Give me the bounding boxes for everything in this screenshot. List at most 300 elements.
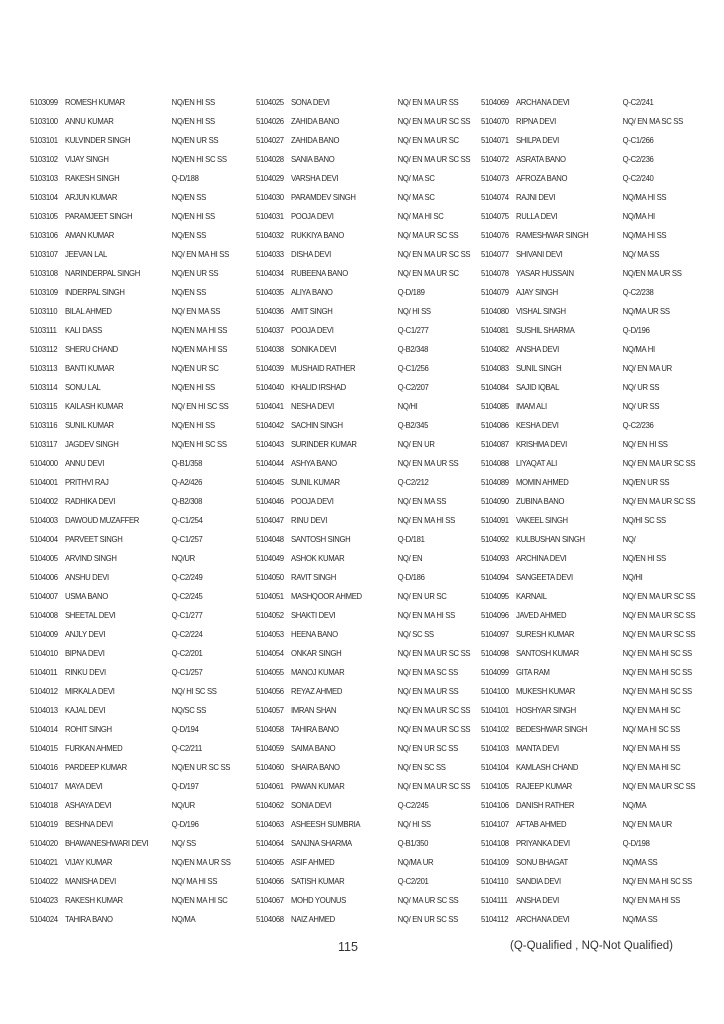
roll-number: 5103107 [30, 248, 58, 259]
result-status: NQ/ EN MA HI SC SS [622, 666, 692, 677]
roll-number: 5104076 [481, 229, 509, 240]
candidate-name: FURKAN AHMED [64, 742, 123, 753]
candidate-name: ANSHA DEVI [515, 343, 559, 354]
result-status: NQ/UR [171, 552, 195, 563]
table-row [30, 795, 245, 814]
table-row [30, 643, 245, 662]
candidate-name: NARINDERPAL SINGH [64, 267, 140, 278]
table-row [256, 795, 471, 814]
roll-number: 5104061 [256, 780, 284, 791]
roll-number: 5103114 [30, 381, 58, 392]
candidate-name: ZAHIDA BANO [290, 134, 340, 145]
roll-number: 5103108 [30, 267, 58, 278]
roll-number: 5104092 [481, 533, 509, 544]
result-status: Q-D/186 [397, 571, 425, 582]
roll-number: 5104020 [30, 837, 58, 848]
result-status: NQ/ EN MA HI SS [622, 894, 680, 905]
table-row [481, 776, 696, 795]
candidate-name: AFTAB AHMED [515, 818, 567, 829]
table-row [30, 244, 245, 263]
candidate-name: SUSHIL SHARMA [515, 324, 575, 335]
candidate-name: VARSHA DEVI [290, 172, 339, 183]
roll-number: 5104102 [481, 723, 509, 734]
table-row [256, 586, 471, 605]
table-row [30, 700, 245, 719]
table-row [481, 472, 696, 491]
table-row [256, 757, 471, 776]
table-row [30, 111, 245, 130]
candidate-name: ASHEESH SUMBRIA [290, 818, 361, 829]
candidate-name: SURESH KUMAR [515, 628, 575, 639]
roll-number: 5103103 [30, 172, 58, 183]
results-column-2 [256, 92, 490, 928]
table-row [256, 624, 471, 643]
table-row [256, 149, 471, 168]
result-status: NQ/EN MA UR SS [171, 856, 231, 867]
candidate-name: SUNIL KUMAR [64, 419, 114, 430]
candidate-name: ASHYA BANO [290, 457, 337, 468]
candidate-name: BESHNA DEVI [64, 818, 113, 829]
candidate-name: RAVIT SINGH [290, 571, 336, 582]
table-row [30, 206, 245, 225]
result-status: NQ/ [622, 533, 636, 544]
table-row [30, 814, 245, 833]
table-row [481, 491, 696, 510]
result-status: NQ/EN UR SC SS [171, 761, 231, 772]
result-status: Q-D/198 [622, 837, 650, 848]
result-status: NQ/ EN MA UR SC SS [622, 495, 696, 506]
result-status: NQ/EN UR SC [171, 362, 219, 373]
table-row [30, 225, 245, 244]
table-row [30, 358, 245, 377]
table-row [256, 301, 471, 320]
result-status: Q-C1/277 [397, 324, 429, 335]
roll-number: 5103115 [30, 400, 58, 411]
roll-number: 5104021 [30, 856, 58, 867]
result-status: Q-B2/308 [171, 495, 203, 506]
candidate-name: ASRATA BANO [515, 153, 566, 164]
roll-number: 5103099 [30, 96, 58, 107]
roll-number: 5104101 [481, 704, 509, 715]
candidate-name: SANIA BANO [290, 153, 335, 164]
table-row [256, 700, 471, 719]
roll-number: 5104104 [481, 761, 509, 772]
result-status: Q-C2/240 [622, 172, 654, 183]
roll-number: 5104068 [256, 913, 284, 924]
result-status: NQ/ EN MA UR SC SS [622, 457, 696, 468]
candidate-name: ASHAYA DEVI [64, 799, 112, 810]
table-row [481, 529, 696, 548]
table-row [30, 301, 245, 320]
table-row [256, 415, 471, 434]
table-row [481, 852, 696, 871]
table-row [30, 377, 245, 396]
roll-number: 5104035 [256, 286, 284, 297]
roll-number: 5104087 [481, 438, 509, 449]
table-row [481, 339, 696, 358]
result-status: Q-C2/238 [622, 286, 654, 297]
candidate-name: ZUBINA BANO [515, 495, 565, 506]
candidate-name: NAIZ AHMED [290, 913, 335, 924]
candidate-name: SANDIA DEVI [515, 875, 561, 886]
table-row [481, 149, 696, 168]
table-row [256, 871, 471, 890]
table-row [30, 567, 245, 586]
candidate-name: IMRAN SHAN [290, 704, 337, 715]
roll-number: 5104009 [30, 628, 58, 639]
roll-number: 5104018 [30, 799, 58, 810]
roll-number: 5104083 [481, 362, 509, 373]
result-status: NQ/ EN HI SS [622, 438, 668, 449]
table-row [256, 548, 471, 567]
result-status: Q-C1/266 [622, 134, 654, 145]
result-status: Q-C2/241 [622, 96, 654, 107]
candidate-name: VAKEEL SINGH [515, 514, 568, 525]
candidate-name: SAJID IQBAL [515, 381, 560, 392]
table-row [481, 586, 696, 605]
candidate-name: RUBEENA BANO [290, 267, 348, 278]
result-status: Q-C1/277 [171, 609, 203, 620]
table-row [30, 130, 245, 149]
candidate-name: RUKKIYA BANO [290, 229, 344, 240]
candidate-name: ANNU KUMAR [64, 115, 114, 126]
roll-number: 5104015 [30, 742, 58, 753]
candidate-name: SHAKTI DEVI [290, 609, 336, 620]
roll-number: 5104005 [30, 552, 58, 563]
table-row [30, 890, 245, 909]
result-status: NQ/EN HI SS [171, 210, 215, 221]
roll-number: 5104097 [481, 628, 509, 639]
table-row [30, 510, 245, 529]
table-row [30, 472, 245, 491]
candidate-name: VIJAY KUMAR [64, 856, 113, 867]
roll-number: 5104047 [256, 514, 284, 525]
result-status: Q-C2/212 [397, 476, 429, 487]
result-status: Q-B2/345 [397, 419, 429, 430]
result-status: Q-C1/257 [171, 666, 203, 677]
result-status: NQ/ EN MA UR SC SS [397, 647, 471, 658]
roll-number: 5104098 [481, 647, 509, 658]
candidate-name: ZAHIDA BANO [290, 115, 340, 126]
table-row [30, 738, 245, 757]
roll-number: 5104029 [256, 172, 284, 183]
candidate-name: PARAMJEET SINGH [64, 210, 133, 221]
table-row [30, 187, 245, 206]
result-status: NQ/EN HI SS [171, 419, 215, 430]
table-row [256, 662, 471, 681]
result-status: NQ/EN HI SS [171, 96, 215, 107]
result-status: NQ/ EN MA HI SC SS [622, 685, 692, 696]
roll-number: 5104111 [481, 894, 508, 905]
roll-number: 5104025 [256, 96, 284, 107]
roll-number: 5104070 [481, 115, 509, 126]
table-row [481, 662, 696, 681]
result-status: NQ/ MA UR SC SS [397, 229, 459, 240]
result-status: NQ/EN MA HI SS [171, 324, 228, 335]
roll-number: 5104053 [256, 628, 284, 639]
result-status: Q-C2/236 [622, 419, 654, 430]
result-status: NQ/UR [171, 799, 195, 810]
result-status: Q-C2/245 [171, 590, 203, 601]
roll-number: 5104054 [256, 647, 284, 658]
candidate-name: HOSHYAR SINGH [515, 704, 576, 715]
table-row [30, 776, 245, 795]
roll-number: 5104066 [256, 875, 284, 886]
result-status: NQ/ EN MA UR SC [397, 134, 459, 145]
candidate-name: ARCHANA DEVI [515, 913, 570, 924]
table-row [30, 624, 245, 643]
candidate-name: AMAN KUMAR [64, 229, 114, 240]
result-status: NQ/ MA HI SS [171, 875, 218, 886]
table-row [30, 548, 245, 567]
result-status: NQ/HI [622, 571, 643, 582]
roll-number: 5104057 [256, 704, 284, 715]
result-status: Q-C2/249 [171, 571, 203, 582]
candidate-name: DAWOUD MUZAFFER [64, 514, 140, 525]
candidate-name: AFROZA BANO [515, 172, 568, 183]
candidate-name: RINU DEVI [290, 514, 328, 525]
result-status: Q-C2/201 [397, 875, 429, 886]
table-row [30, 719, 245, 738]
roll-number: 5104099 [481, 666, 509, 677]
candidate-name: JAGDEV SINGH [64, 438, 119, 449]
result-status: NQ/EN SS [171, 229, 206, 240]
result-status: Q-D/197 [171, 780, 199, 791]
table-row [30, 871, 245, 890]
table-row [256, 282, 471, 301]
candidate-name: PARAMDEV SINGH [290, 191, 356, 202]
roll-number: 5104030 [256, 191, 284, 202]
roll-number: 5104072 [481, 153, 509, 164]
table-row [256, 320, 471, 339]
candidate-name: GITA RAM [515, 666, 550, 677]
result-status: Q-C2/236 [622, 153, 654, 164]
roll-number: 5104034 [256, 267, 284, 278]
table-row [481, 719, 696, 738]
result-status: Q-C2/224 [171, 628, 203, 639]
table-row [30, 491, 245, 510]
result-status: NQ/ EN MA HI SS [397, 514, 455, 525]
roll-number: 5104049 [256, 552, 284, 563]
candidate-name: SONU LAL [64, 381, 101, 392]
result-status: NQ/ EN MA UR SC SS [397, 248, 471, 259]
table-row [30, 909, 245, 928]
candidate-name: SHERU CHAND [64, 343, 118, 354]
table-row [481, 282, 696, 301]
roll-number: 5103106 [30, 229, 58, 240]
table-row [481, 130, 696, 149]
table-row [30, 605, 245, 624]
result-status: NQ/EN SS [171, 191, 206, 202]
result-status: NQ/ MA SC [397, 191, 435, 202]
roll-number: 5103101 [30, 134, 58, 145]
table-row [481, 548, 696, 567]
roll-number: 5104090 [481, 495, 509, 506]
roll-number: 5104077 [481, 248, 509, 259]
table-row [481, 909, 696, 928]
roll-number: 5104013 [30, 704, 58, 715]
candidate-name: MUSHAID RATHER [290, 362, 356, 373]
candidate-name: RULLA DEVI [515, 210, 558, 221]
candidate-name: SANJNA SHARMA [290, 837, 352, 848]
candidate-name: SONIKA DEVI [290, 343, 337, 354]
result-status: Q-B2/348 [397, 343, 429, 354]
candidate-name: SATISH KUMAR [290, 875, 345, 886]
roll-number: 5104006 [30, 571, 58, 582]
roll-number: 5104033 [256, 248, 284, 259]
roll-number: 5104060 [256, 761, 284, 772]
roll-number: 5104017 [30, 780, 58, 791]
candidate-name: POOJA DEVI [290, 210, 334, 221]
candidate-name: KARNAIL [515, 590, 547, 601]
result-status: NQ/ EN MA UR SC SS [622, 590, 696, 601]
roll-number: 5104041 [256, 400, 284, 411]
roll-number: 5104036 [256, 305, 284, 316]
result-status: NQ/MA HI SS [622, 229, 667, 240]
result-status: NQ/EN UR SS [171, 134, 219, 145]
table-row [256, 776, 471, 795]
roll-number: 5103109 [30, 286, 58, 297]
candidate-name: KULVINDER SINGH [64, 134, 131, 145]
candidate-name: PRIYANKA DEVI [515, 837, 570, 848]
result-status: NQ/EN HI SC SS [171, 438, 227, 449]
table-row [30, 396, 245, 415]
result-status: NQ/ EN MA HI SS [622, 742, 680, 753]
candidate-name: KAILASH KUMAR [64, 400, 124, 411]
table-row [481, 510, 696, 529]
roll-number: 5104048 [256, 533, 284, 544]
roll-number: 5103110 [30, 305, 58, 316]
result-status: NQ/ EN UR SC [397, 590, 447, 601]
table-row [256, 681, 471, 700]
roll-number: 5104011 [30, 666, 58, 677]
candidate-name: PARDEEP KUMAR [64, 761, 127, 772]
candidate-name: ONKAR SINGH [290, 647, 342, 658]
result-status: NQ/ MA SC [397, 172, 435, 183]
candidate-name: SAIMA BANO [290, 742, 336, 753]
result-status: NQ/EN HI SS [171, 115, 215, 126]
result-status: NQ/ EN UR [397, 438, 435, 449]
table-row [481, 890, 696, 909]
table-row [481, 700, 696, 719]
candidate-name: BIPNA DEVI [64, 647, 105, 658]
candidate-name: VISHAL SINGH [515, 305, 566, 316]
candidate-name: RINKU DEVI [64, 666, 106, 677]
candidate-name: DISHA DEVI [290, 248, 331, 259]
roll-number: 5104055 [256, 666, 284, 677]
roll-number: 5103113 [30, 362, 58, 373]
table-row [481, 605, 696, 624]
roll-number: 5104007 [30, 590, 58, 601]
result-status: NQ/SC SS [171, 704, 206, 715]
result-status: Q-C2/201 [171, 647, 203, 658]
roll-number: 5104000 [30, 457, 58, 468]
roll-number: 5104032 [256, 229, 284, 240]
table-row [481, 111, 696, 130]
table-row [30, 263, 245, 282]
table-row [30, 415, 245, 434]
table-row [256, 719, 471, 738]
roll-number: 5104001 [30, 476, 58, 487]
roll-number: 5104042 [256, 419, 284, 430]
result-status: NQ/MA HI [622, 210, 655, 221]
table-row [256, 111, 471, 130]
roll-number: 5104031 [256, 210, 284, 221]
table-row [256, 738, 471, 757]
candidate-name: BEDESHWAR SINGH [515, 723, 588, 734]
candidate-name: MOHD YOUNUS [290, 894, 346, 905]
candidate-name: SHIVANI DEVI [515, 248, 563, 259]
candidate-name: SHILPA DEVI [515, 134, 559, 145]
table-row [256, 814, 471, 833]
table-row [481, 453, 696, 472]
candidate-name: SANTOSH SINGH [290, 533, 351, 544]
roll-number: 5104045 [256, 476, 284, 487]
candidate-name: USMA BANO [64, 590, 108, 601]
candidate-name: POOJA DEVI [290, 324, 334, 335]
candidate-name: AMIT SINGH [290, 305, 333, 316]
result-status: NQ/ EN MA SC SS [622, 115, 683, 126]
roll-number: 5104008 [30, 609, 58, 620]
roll-number: 5104024 [30, 913, 58, 924]
result-status: NQ/ EN SC SS [397, 761, 446, 772]
result-status: NQ/ EN MA HI SC SS [622, 875, 692, 886]
result-status: Q-D/181 [397, 533, 425, 544]
candidate-name: DANISH RATHER [515, 799, 575, 810]
roll-number: 5104080 [481, 305, 509, 316]
roll-number: 5104027 [256, 134, 284, 145]
table-row [481, 168, 696, 187]
table-row [256, 263, 471, 282]
candidate-name: KULBUSHAN SINGH [515, 533, 585, 544]
candidate-name: KESHA DEVI [515, 419, 559, 430]
table-row [256, 206, 471, 225]
result-status: NQ/EN MA HI SC [171, 894, 228, 905]
roll-number: 5104002 [30, 495, 58, 506]
candidate-name: SANTOSH KUMAR [515, 647, 579, 658]
result-status: NQ/MA SS [622, 856, 658, 867]
result-status: NQ/MA HI SS [622, 191, 667, 202]
result-status: Q-C2/211 [171, 742, 202, 753]
table-row [481, 263, 696, 282]
roll-number: 5104096 [481, 609, 509, 620]
roll-number: 5104088 [481, 457, 509, 468]
roll-number: 5104050 [256, 571, 284, 582]
roll-number: 5104038 [256, 343, 284, 354]
table-row [256, 491, 471, 510]
table-row [256, 643, 471, 662]
candidate-name: MANOJ KUMAR [290, 666, 345, 677]
roll-number: 5104056 [256, 685, 284, 696]
table-row [481, 757, 696, 776]
roll-number: 5104063 [256, 818, 284, 829]
roll-number: 5104010 [30, 647, 58, 658]
roll-number: 5104004 [30, 533, 58, 544]
table-row [256, 909, 471, 928]
candidate-name: BANTI KUMAR [64, 362, 115, 373]
table-row [481, 244, 696, 263]
roll-number: 5104012 [30, 685, 58, 696]
table-row [256, 396, 471, 415]
candidate-name: ANSHU DEVI [64, 571, 109, 582]
roll-number: 5104062 [256, 799, 284, 810]
result-status: NQ/ EN UR SC SS [397, 742, 458, 753]
result-status: NQ/ MA HI SC SS [622, 723, 680, 734]
table-row [256, 187, 471, 206]
table-row [256, 890, 471, 909]
result-status: NQ/ EN MA UR SC [397, 267, 459, 278]
roll-number: 5103116 [30, 419, 58, 430]
